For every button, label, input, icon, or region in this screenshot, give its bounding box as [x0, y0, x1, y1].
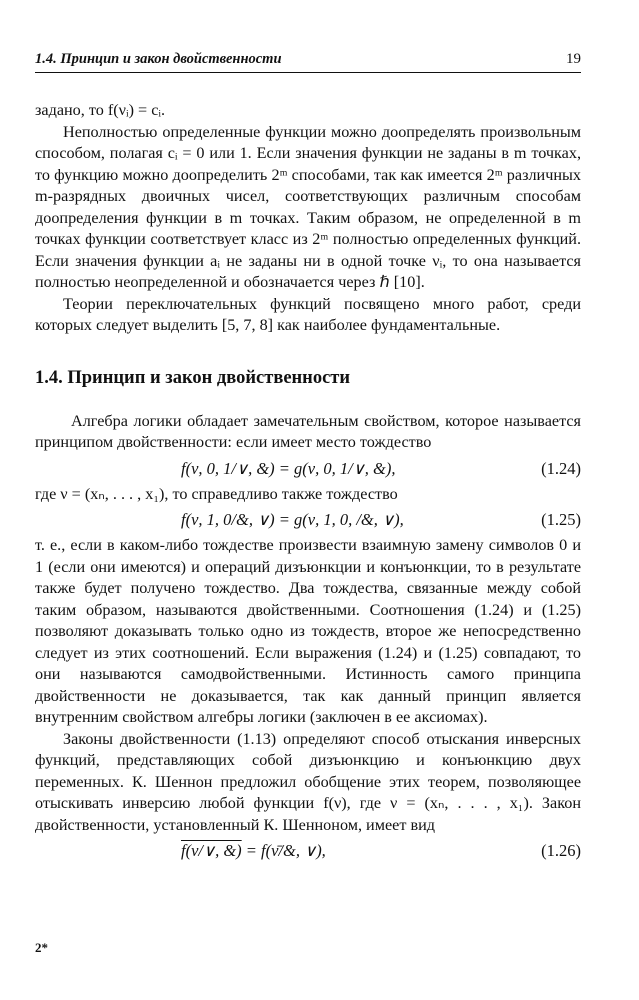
header-title: 1.4. Принцип и закон двойственности: [35, 51, 282, 67]
running-header: [35, 50, 581, 73]
paragraph-continuation: задано, то f(νᵢ) = cᵢ.: [35, 101, 166, 119]
equation-lhs-inverted: f(ν/∨, &): [181, 841, 242, 860]
equation-number: (1.26): [541, 841, 581, 860]
equation-expression: [181, 839, 326, 863]
paragraph-incomplete-functions: Неполностью определенные функции можно доопределять произвольным способом, полагая cᵢ = 0 или 1. Если значения функции не заданы в m точках, то функцию можно доопределить 2ᵐ способами, так как имеется 2ᵐ различных m-разрядных двоичных чисел, соответствующих различным способам доопределения функции в m точках. Таким образом, не определенной в m точках функции соответствует класс из 2ᵐ полностью определенных функций. Если значения функции aᵢ не заданы ни в одной точке νᵢ, то она называется полностью неопределенной и обозначается через ℏ [10].: [35, 122, 581, 291]
page-number: 19: [566, 51, 581, 67]
equation-number: (1.24): [541, 458, 581, 478]
equation-1-26: [35, 839, 581, 863]
section-title: 1.4. Принцип и закон двойственности: [35, 367, 351, 388]
equation-number: (1.25): [541, 510, 581, 529]
signature-mark: 2*: [35, 940, 48, 955]
paragraph-shannon-law: Законы двойственности (1.13) определяют способ отыскания инверсных функций, представляющих собой дизъюнкцию и конъюнкцию двух переменных. К. Шеннон предложил обобщение этих теорем, позволяющее отыскивать инверсию любой функции f(ν), где ν = (xₙ, . . . , x₁). Закон двойственности, установленный К. Шенноном, имеет вид: [35, 729, 581, 834]
equation-expression: f(ν, 1, 0/&, ∨) = g(ν, 1, 0, /&, ∨),: [181, 510, 404, 529]
equation-1-25: [35, 508, 581, 532]
equation-1-24: [35, 457, 581, 481]
equation-expression: f(ν, 0, 1/∨, &) = g(ν, 0, 1/∨, &),: [181, 458, 396, 478]
paragraph-duality-principle: Алгебра логики обладает замечательным свойством, которое называется принципом двойственности: если имеет место тождество: [35, 411, 581, 451]
paragraph-where: где ν = (xₙ, . . . , x₁), то справедливо также тождество: [35, 484, 398, 503]
paragraph-duality-explanation: т. е., если в каком-либо тождестве произвести взаимную замену символов 0 и 1 (если они имеются) и операций дизъюнкции и конъюнкции, то в результате также будет получено тождество. Два тождества, связанные между собой таким образом, называются двойственными. Соотношения (1.24) и (1.25) позволяют доказывать только одно из тождеств, второе же непосредственно следует из этих соотношений. Если выражения (1.24) и (1.25) совпадают, то они называются самодвойственными. Истинность самого принципа двойственности не доказывается, так как данный принцип является внутренним свойством алгебры логики (заключен в ее аксиомах).: [35, 536, 581, 726]
equation-rhs: = f(ν̄/&, ∨),: [241, 841, 326, 860]
page-body: [35, 100, 581, 866]
paragraph-references: Теории переключательных функций посвящено много работ, среди которых следует выделить [5, 7, 8] как наиболее фундаментальные.: [35, 294, 581, 334]
